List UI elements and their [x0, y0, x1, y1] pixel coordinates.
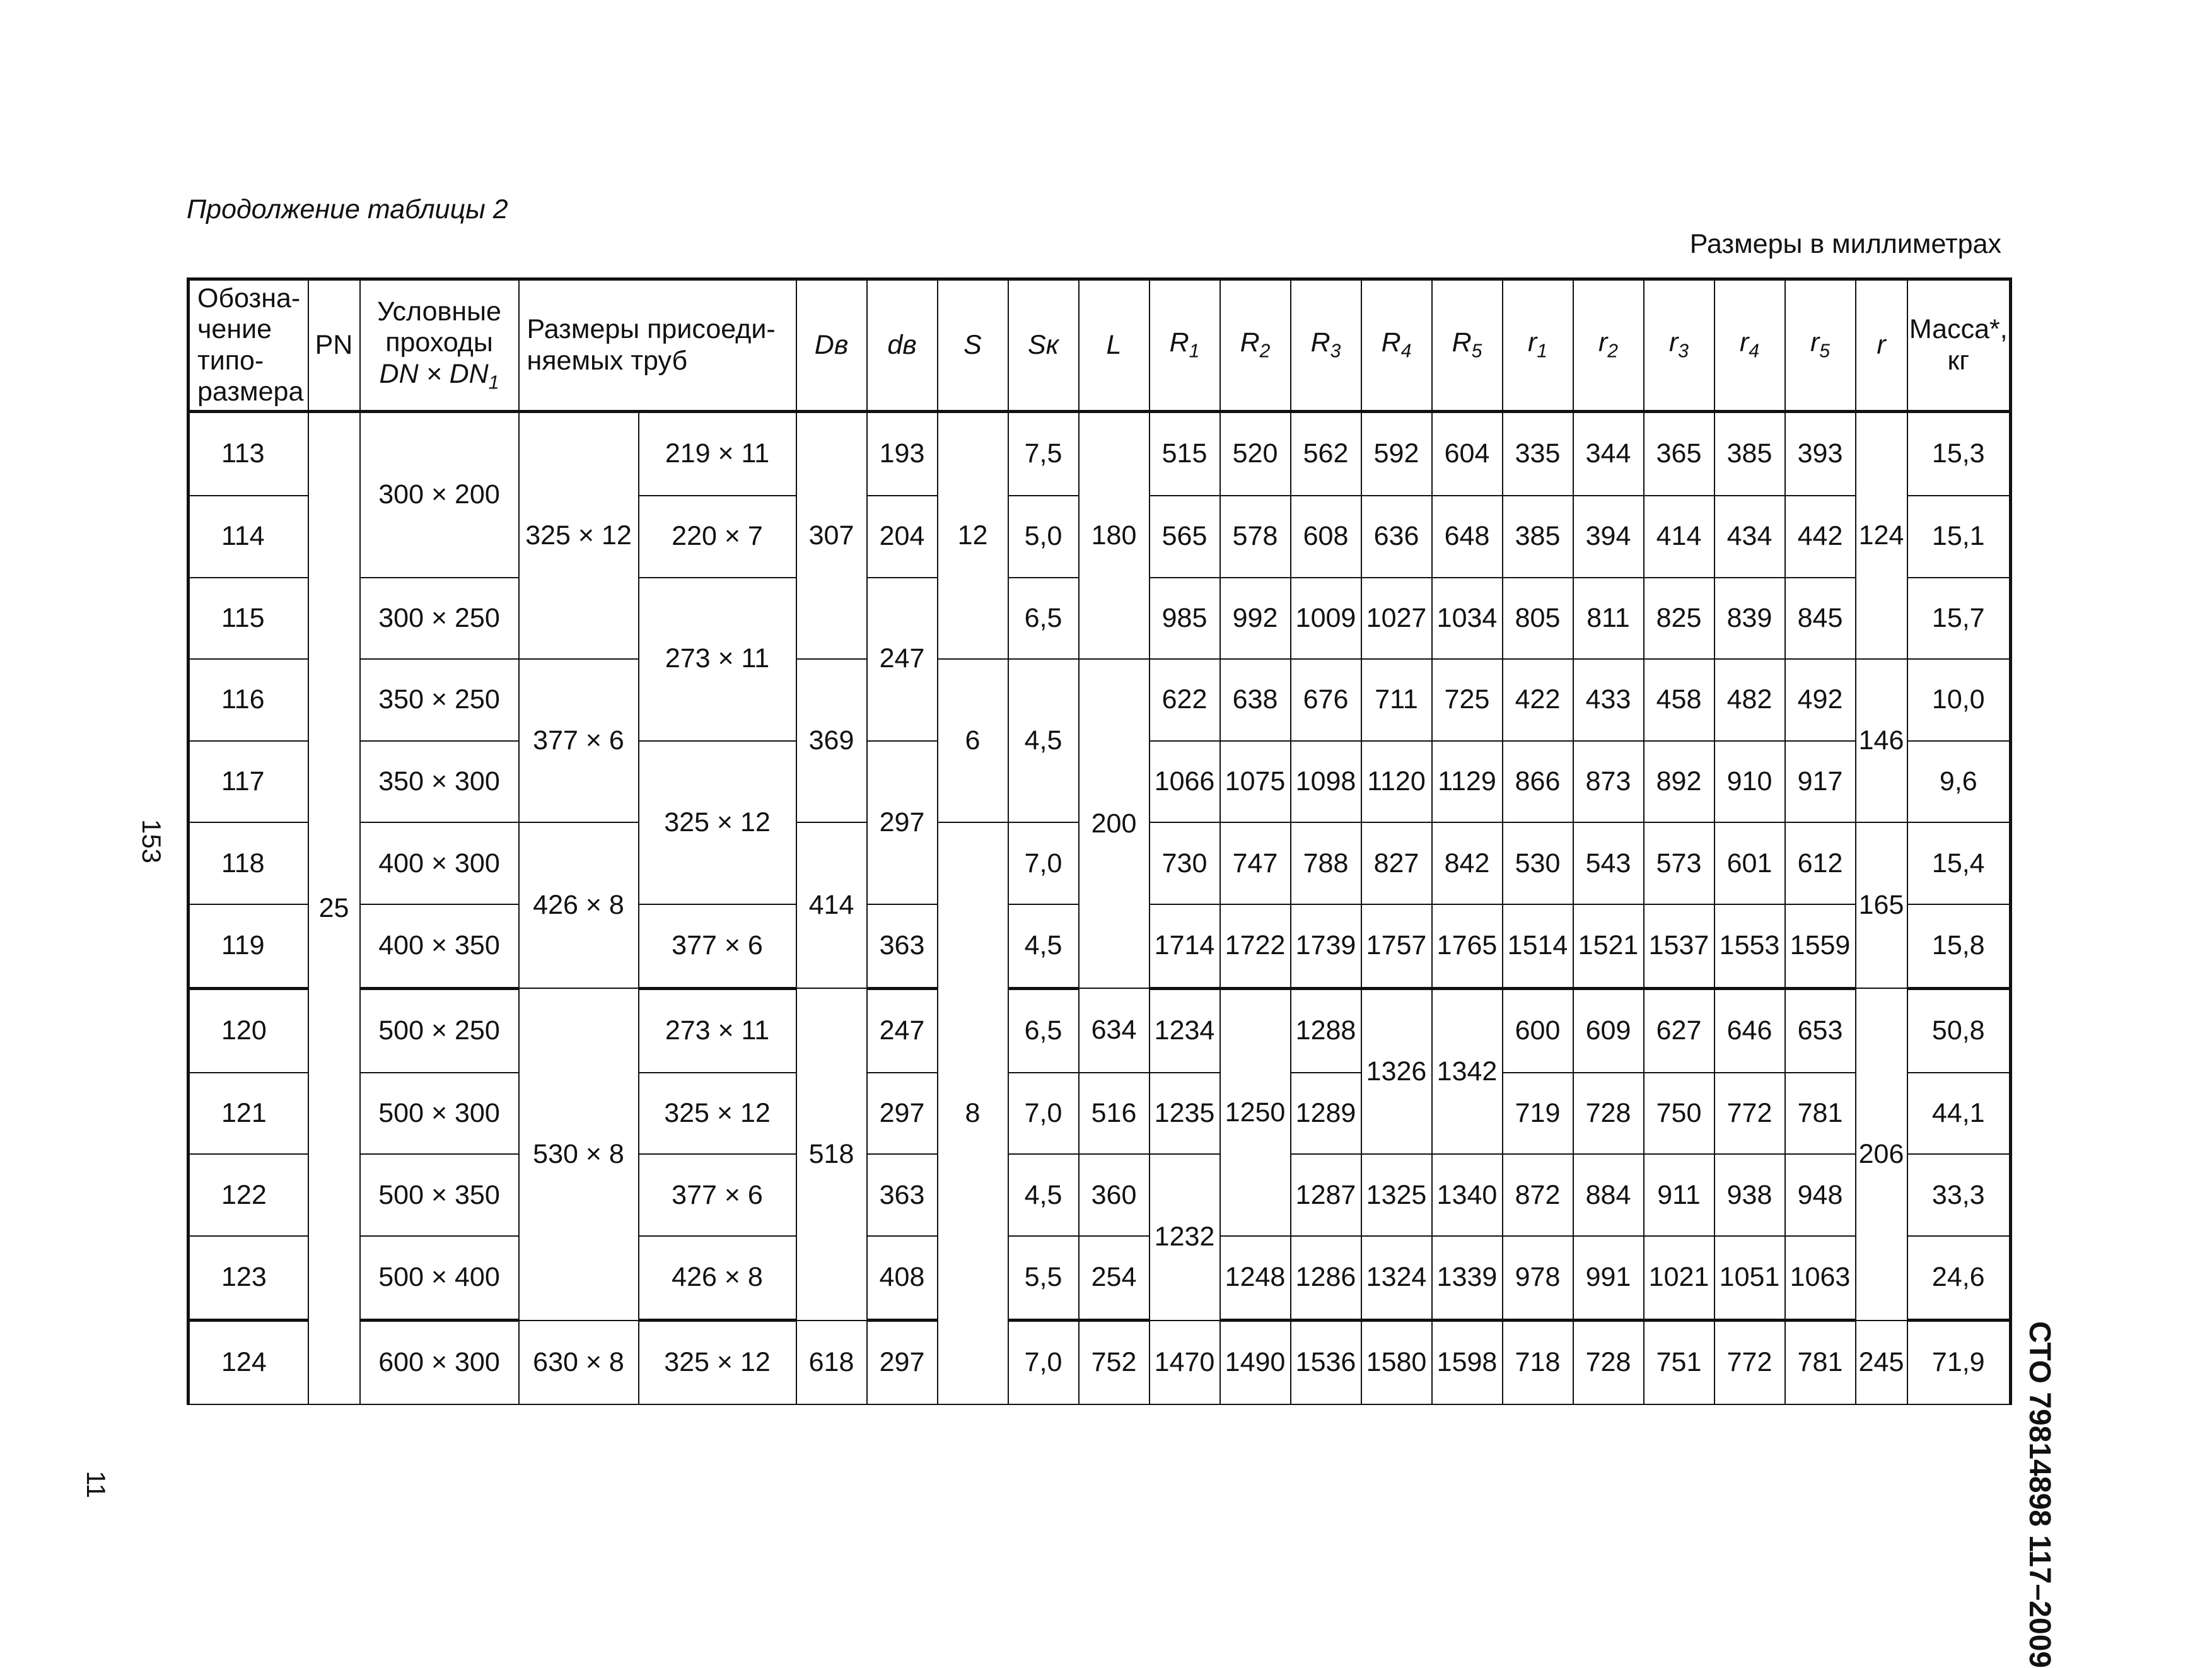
cell-r3: 825: [1644, 578, 1714, 660]
cell-Dv: 518: [796, 988, 867, 1320]
cell-Sk: 4,5: [1008, 904, 1079, 988]
cell-mass: 15,8: [1907, 904, 2011, 988]
cell-dn: 500 × 250: [360, 988, 519, 1072]
cell-r5: 1063: [1785, 1236, 1856, 1320]
cell-dv: 297: [867, 741, 938, 904]
page-number-bottom: 11: [81, 1471, 111, 1498]
header-R1-sub: 1: [1189, 341, 1200, 362]
header-dn: [360, 279, 519, 412]
cell-R4: 1757: [1361, 904, 1432, 988]
cell-r2: 728: [1573, 1073, 1644, 1155]
cell-Sk: 4,5: [1008, 659, 1079, 822]
cell-R3: 1739: [1291, 904, 1361, 988]
cell-pipe2: 325 × 12: [639, 1073, 796, 1155]
cell-r5: 653: [1785, 988, 1856, 1072]
cell-Dv: 307: [796, 412, 867, 660]
cell-Sk: 6,5: [1008, 988, 1079, 1072]
cell-mass: 15,4: [1907, 822, 2011, 904]
cell-r3: 627: [1644, 988, 1714, 1072]
cell-R4: 636: [1361, 496, 1432, 578]
cell-R1: 730: [1150, 822, 1220, 904]
cell-r2: 433: [1573, 659, 1644, 741]
cell-R3: 1287: [1291, 1154, 1361, 1236]
cell-R3: 676: [1291, 659, 1361, 741]
cell-dv: 297: [867, 1321, 938, 1405]
cell-r5: 442: [1785, 496, 1856, 578]
table-row: [189, 988, 2011, 1072]
header-r4-text: r: [1739, 327, 1749, 358]
cell-r1: 978: [1503, 1236, 1573, 1320]
cell-designation: 124: [189, 1321, 308, 1405]
header-r4: [1714, 279, 1785, 412]
cell-R1: 1470: [1150, 1321, 1220, 1405]
header-L: L: [1079, 279, 1150, 412]
header-R4: [1361, 279, 1432, 412]
cell-r3: 1021: [1644, 1236, 1714, 1320]
cell-pipe2: 219 × 11: [639, 412, 796, 496]
header-R2-text: R: [1240, 327, 1260, 358]
header-dn-label: Условные проходы: [377, 296, 501, 358]
cell-r1: 422: [1503, 659, 1573, 741]
cell-r4: 772: [1714, 1073, 1785, 1155]
cell-R3: 1288: [1291, 988, 1361, 1072]
cell-R3: 1289: [1291, 1073, 1361, 1155]
cell-r3: 750: [1644, 1073, 1714, 1155]
cell-R5: 1034: [1432, 578, 1503, 660]
header-dn-formula-text: DN × DN: [379, 358, 489, 389]
cell-r5: 845: [1785, 578, 1856, 660]
cell-R5: 1342: [1432, 988, 1503, 1154]
table-row: [189, 1236, 2011, 1320]
cell-r2: 394: [1573, 496, 1644, 578]
cell-r1: 718: [1503, 1321, 1573, 1405]
header-dn-sub: 1: [488, 372, 499, 394]
cell-Sk: 4,5: [1008, 1154, 1079, 1236]
cell-dn: 500 × 400: [360, 1236, 519, 1320]
cell-r4: 772: [1714, 1321, 1785, 1405]
cell-R4: 1324: [1361, 1236, 1432, 1320]
cell-r2: 873: [1573, 741, 1644, 823]
cell-R2: 638: [1220, 659, 1291, 741]
cell-mass: 15,7: [1907, 578, 2011, 660]
cell-L: 180: [1079, 412, 1150, 660]
cell-pipe2: 426 × 8: [639, 1236, 796, 1320]
header-R4-sub: 4: [1400, 341, 1412, 362]
table-row: [189, 1321, 2011, 1405]
cell-R5: 1129: [1432, 741, 1503, 823]
cell-R4: 1027: [1361, 578, 1432, 660]
cell-mass: 10,0: [1907, 659, 2011, 741]
cell-R1: 985: [1150, 578, 1220, 660]
cell-designation: 122: [189, 1154, 308, 1236]
cell-pipe2: 325 × 12: [639, 741, 796, 904]
cell-R5: 604: [1432, 412, 1503, 496]
cell-R2: 578: [1220, 496, 1291, 578]
cell-r2: 884: [1573, 1154, 1644, 1236]
cell-r1: 530: [1503, 822, 1573, 904]
cell-r1: 719: [1503, 1073, 1573, 1155]
header-r3-text: r: [1668, 327, 1679, 358]
cell-R5: 842: [1432, 822, 1503, 904]
cell-R3: 788: [1291, 822, 1361, 904]
cell-r3: 365: [1644, 412, 1714, 496]
cell-dn: 350 × 300: [360, 741, 519, 823]
cell-r5: 393: [1785, 412, 1856, 496]
cell-pipe1: 325 × 12: [519, 412, 639, 660]
cell-pipe2: 273 × 11: [639, 578, 796, 741]
dimensions-table: [187, 277, 2012, 1405]
cell-mass: 15,3: [1907, 412, 2011, 496]
cell-r: 146: [1856, 659, 1907, 822]
cell-R1: 622: [1150, 659, 1220, 741]
cell-designation: 116: [189, 659, 308, 741]
table-row: [189, 1154, 2011, 1236]
cell-R1: 1714: [1150, 904, 1220, 988]
cell-dv: 297: [867, 1073, 938, 1155]
cell-dv: 247: [867, 578, 938, 741]
header-r2-sub: 2: [1607, 341, 1619, 362]
cell-R3: 1098: [1291, 741, 1361, 823]
cell-r2: 811: [1573, 578, 1644, 660]
cell-mass: 71,9: [1907, 1321, 2011, 1405]
cell-r1: 1514: [1503, 904, 1573, 988]
cell-r5: 781: [1785, 1321, 1856, 1405]
cell-r5: 1559: [1785, 904, 1856, 988]
table-row: [189, 659, 2011, 741]
cell-R5: 1765: [1432, 904, 1503, 988]
cell-R2: 747: [1220, 822, 1291, 904]
cell-L: 360: [1079, 1154, 1150, 1236]
cell-r4: 839: [1714, 578, 1785, 660]
cell-mass: 44,1: [1907, 1073, 2011, 1155]
cell-Dv: 369: [796, 659, 867, 822]
cell-dv: 363: [867, 1154, 938, 1236]
cell-dn: 600 × 300: [360, 1321, 519, 1405]
header-R4-text: R: [1381, 327, 1401, 358]
cell-R2: 1722: [1220, 904, 1291, 988]
cell-r4: 482: [1714, 659, 1785, 741]
cell-L: 634: [1079, 988, 1150, 1072]
cell-pipe2: 220 × 7: [639, 496, 796, 578]
header-r5: [1785, 279, 1856, 412]
cell-r5: 917: [1785, 741, 1856, 823]
cell-dv: 204: [867, 496, 938, 578]
cell-pipe2: 273 × 11: [639, 988, 796, 1072]
cell-Sk: 7,0: [1008, 1073, 1079, 1155]
header-R5-text: R: [1452, 327, 1472, 358]
cell-Dv: 618: [796, 1321, 867, 1405]
cell-L: 254: [1079, 1236, 1150, 1320]
cell-r3: 414: [1644, 496, 1714, 578]
cell-r2: 1521: [1573, 904, 1644, 988]
cell-r: 206: [1856, 988, 1907, 1320]
cell-r: 245: [1856, 1321, 1907, 1405]
cell-R4: 711: [1361, 659, 1432, 741]
cell-Sk: 6,5: [1008, 578, 1079, 660]
header-R5-sub: 5: [1471, 341, 1482, 362]
header-R3-text: R: [1310, 327, 1330, 358]
cell-R4: 827: [1361, 822, 1432, 904]
header-r5-text: r: [1810, 327, 1820, 358]
cell-R2: 992: [1220, 578, 1291, 660]
header-r1-sub: 1: [1537, 341, 1548, 362]
cell-R4: 1120: [1361, 741, 1432, 823]
cell-L: 200: [1079, 659, 1150, 988]
cell-L: 516: [1079, 1073, 1150, 1155]
cell-dn: 500 × 300: [360, 1073, 519, 1155]
cell-r3: 911: [1644, 1154, 1714, 1236]
cell-r4: 1051: [1714, 1236, 1785, 1320]
cell-pipe1: 377 × 6: [519, 659, 639, 822]
header-R2: [1220, 279, 1291, 412]
cell-Sk: 7,0: [1008, 822, 1079, 904]
table-caption: Продолжение таблицы 2: [187, 194, 508, 225]
header-r2: [1573, 279, 1644, 412]
header-r2-text: r: [1598, 327, 1608, 358]
cell-designation: 123: [189, 1236, 308, 1320]
cell-r1: 335: [1503, 412, 1573, 496]
cell-r4: 910: [1714, 741, 1785, 823]
cell-r1: 805: [1503, 578, 1573, 660]
cell-r1: 385: [1503, 496, 1573, 578]
cell-R5: 1598: [1432, 1321, 1503, 1405]
cell-mass: 9,6: [1907, 741, 2011, 823]
cell-r2: 609: [1573, 988, 1644, 1072]
cell-R3: 562: [1291, 412, 1361, 496]
cell-R1: 565: [1150, 496, 1220, 578]
cell-Sk: 5,0: [1008, 496, 1079, 578]
header-row: [189, 279, 2011, 412]
cell-r4: 385: [1714, 412, 1785, 496]
cell-S: 6: [938, 659, 1008, 822]
cell-r4: 434: [1714, 496, 1785, 578]
header-r: r: [1856, 279, 1907, 412]
cell-mass: 24,6: [1907, 1236, 2011, 1320]
cell-R1: 515: [1150, 412, 1220, 496]
cell-r4: 1553: [1714, 904, 1785, 988]
cell-R3: 1009: [1291, 578, 1361, 660]
cell-Sk: 7,5: [1008, 412, 1079, 496]
document-code: СТО 79814898 117–2009: [2023, 1321, 2056, 1668]
cell-dn: 500 × 350: [360, 1154, 519, 1236]
header-r3: [1644, 279, 1714, 412]
cell-pn: 25: [308, 412, 360, 1405]
cell-r4: 646: [1714, 988, 1785, 1072]
cell-dv: 408: [867, 1236, 938, 1320]
cell-Sk: 5,5: [1008, 1236, 1079, 1320]
cell-R5: 1339: [1432, 1236, 1503, 1320]
cell-dv: 247: [867, 988, 938, 1072]
cell-r5: 612: [1785, 822, 1856, 904]
cell-R2: 1250: [1220, 988, 1291, 1236]
header-pipe-sizes: Размеры присоеди-няемых труб: [519, 279, 796, 412]
cell-R1: 1066: [1150, 741, 1220, 823]
cell-mass: 50,8: [1907, 988, 2011, 1072]
cell-mass: 33,3: [1907, 1154, 2011, 1236]
cell-designation: 119: [189, 904, 308, 988]
cell-designation: 118: [189, 822, 308, 904]
header-r5-sub: 5: [1819, 341, 1831, 362]
header-r1-text: r: [1527, 327, 1537, 358]
header-dn-formula: [361, 359, 518, 394]
cell-R3: 1286: [1291, 1236, 1361, 1320]
cell-r1: 866: [1503, 741, 1573, 823]
cell-R4: 1326: [1361, 988, 1432, 1154]
cell-Dv: 414: [796, 822, 867, 988]
cell-R4: 1580: [1361, 1321, 1432, 1405]
cell-dn: 300 × 200: [360, 412, 519, 578]
header-dv: dв: [867, 279, 938, 412]
cell-designation: 114: [189, 496, 308, 578]
units-note: Размеры в миллиметрах: [1689, 229, 2001, 259]
cell-r: 124: [1856, 412, 1907, 660]
cell-pipe2: 377 × 6: [639, 904, 796, 988]
cell-pipe1: 426 × 8: [519, 822, 639, 988]
cell-r4: 938: [1714, 1154, 1785, 1236]
cell-r2: 991: [1573, 1236, 1644, 1320]
cell-R4: 1325: [1361, 1154, 1432, 1236]
cell-R3: 1536: [1291, 1321, 1361, 1405]
cell-dn: 400 × 300: [360, 822, 519, 904]
header-R3: [1291, 279, 1361, 412]
cell-R3: 608: [1291, 496, 1361, 578]
header-r3-sub: 3: [1678, 341, 1689, 362]
cell-designation: 120: [189, 988, 308, 1072]
cell-r5: 948: [1785, 1154, 1856, 1236]
cell-mass: 15,1: [1907, 496, 2011, 578]
cell-r2: 728: [1573, 1321, 1644, 1405]
cell-R1: 1232: [1150, 1154, 1220, 1320]
cell-pipe2: 377 × 6: [639, 1154, 796, 1236]
cell-R5: 725: [1432, 659, 1503, 741]
header-R1: [1150, 279, 1220, 412]
header-designation: Обозна-чение типо-размера: [189, 279, 308, 412]
cell-r: 165: [1856, 822, 1907, 988]
cell-R1: 1235: [1150, 1073, 1220, 1155]
cell-L: 752: [1079, 1321, 1150, 1405]
cell-R5: 1340: [1432, 1154, 1503, 1236]
cell-r3: 573: [1644, 822, 1714, 904]
cell-r5: 781: [1785, 1073, 1856, 1155]
cell-dn: 350 × 250: [360, 659, 519, 741]
cell-r2: 344: [1573, 412, 1644, 496]
cell-R2: 520: [1220, 412, 1291, 496]
header-R5: [1432, 279, 1503, 412]
header-R1-text: R: [1169, 327, 1189, 358]
cell-S: 12: [938, 412, 1008, 660]
cell-r1: 600: [1503, 988, 1573, 1072]
table-row: [189, 1073, 2011, 1155]
cell-R1: 1234: [1150, 988, 1220, 1072]
cell-pipe2: 325 × 12: [639, 1321, 796, 1405]
cell-R2: 1490: [1220, 1321, 1291, 1405]
cell-designation: 117: [189, 741, 308, 823]
header-S: S: [938, 279, 1008, 412]
cell-r3: 751: [1644, 1321, 1714, 1405]
table-row: [189, 412, 2011, 496]
header-Sk: Sк: [1008, 279, 1079, 412]
cell-r3: 458: [1644, 659, 1714, 741]
header-pn: PN: [308, 279, 360, 412]
cell-r3: 1537: [1644, 904, 1714, 988]
cell-r4: 601: [1714, 822, 1785, 904]
cell-designation: 121: [189, 1073, 308, 1155]
cell-R4: 592: [1361, 412, 1432, 496]
cell-r1: 872: [1503, 1154, 1573, 1236]
cell-r2: 543: [1573, 822, 1644, 904]
cell-Sk: 7,0: [1008, 1321, 1079, 1405]
page-number-left: 153: [137, 819, 167, 864]
header-r1: [1503, 279, 1573, 412]
cell-R5: 648: [1432, 496, 1503, 578]
cell-pipe1: 530 × 8: [519, 988, 639, 1320]
header-R2-sub: 2: [1259, 341, 1271, 362]
cell-pipe1: 630 × 8: [519, 1321, 639, 1405]
header-r4-sub: 4: [1749, 341, 1760, 362]
header-mass: Масса*, кг: [1907, 279, 2011, 412]
header-Dv: Dв: [796, 279, 867, 412]
cell-dv: 193: [867, 412, 938, 496]
cell-r5: 492: [1785, 659, 1856, 741]
cell-R2: 1248: [1220, 1236, 1291, 1320]
cell-dv: 363: [867, 904, 938, 988]
header-R3-sub: 3: [1330, 341, 1341, 362]
cell-designation: 113: [189, 412, 308, 496]
cell-dn: 300 × 250: [360, 578, 519, 660]
cell-r3: 892: [1644, 741, 1714, 823]
cell-S: 8: [938, 822, 1008, 1404]
cell-R2: 1075: [1220, 741, 1291, 823]
cell-dn: 400 × 350: [360, 904, 519, 988]
cell-designation: 115: [189, 578, 308, 660]
